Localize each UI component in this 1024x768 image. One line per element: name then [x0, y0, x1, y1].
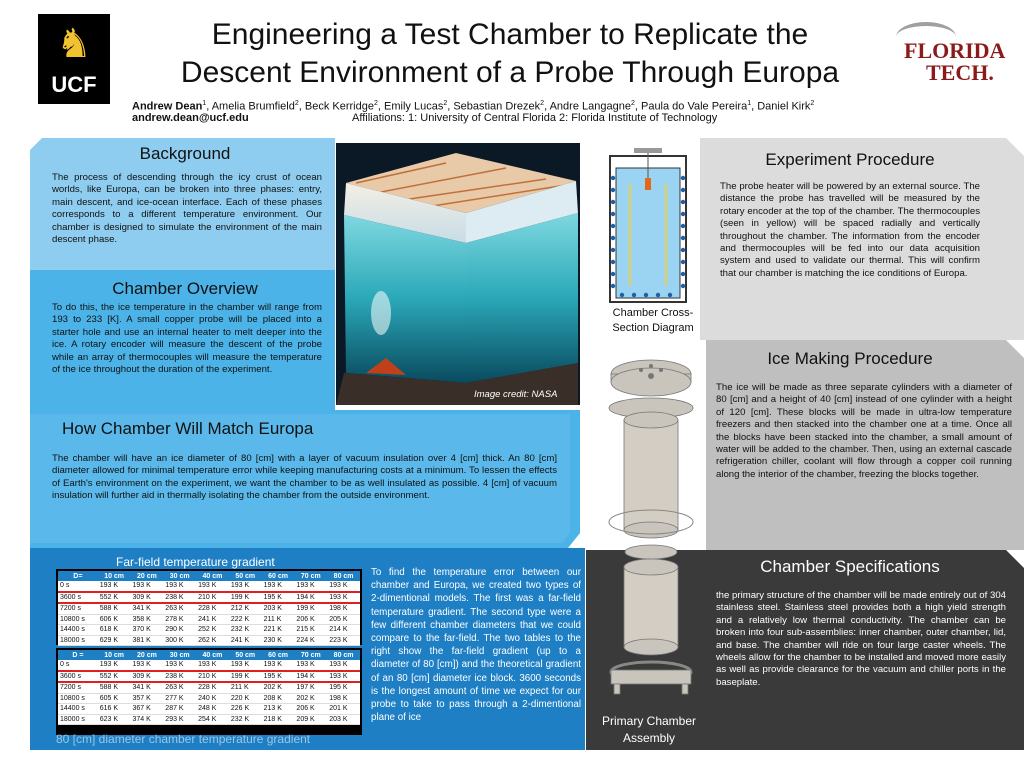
table-cell: 215 K [294, 625, 327, 636]
cross-section-diagram [602, 148, 694, 306]
chamber-overview-text: To do this, the ice temperature in the chamber will range from 193 to 233 [K]. A small copper probe will be placed into a starter hole and use an internal heater to melt deeper into the ice. A rotary encoder will measure the descent of the probe while an array of thermocouples will measure the temperature of the ice throughout the duration of the experiment. [52, 302, 322, 376]
table-cell: 278 K [163, 614, 196, 625]
table-cell: 199 K [229, 592, 262, 604]
table-cell: 374 K [131, 714, 164, 725]
table-cell: 193 K [196, 581, 229, 592]
author-affiliation: 2 [810, 100, 815, 107]
table-cell: 341 K [131, 603, 164, 614]
table-header-cell: 20 cm [131, 571, 164, 581]
table-cell: 0 s [58, 581, 98, 592]
table-header-cell: D = [58, 650, 98, 660]
table-cell: 263 K [163, 682, 196, 693]
table-row [58, 671, 360, 683]
table-cell: 193 K [229, 581, 262, 592]
table-cell: 222 K [229, 614, 262, 625]
table-cell: 241 K [196, 614, 229, 625]
table-cell: 14400 s [58, 625, 98, 636]
table-cell: 214 K [327, 625, 360, 636]
model-text: To find the temperature error between our chamber and Europa, we created two types of 2-dimentional models. The first was a far-field temperature gradient. The second type were a few different chamber diameters that we could compare to the far-field. The two tables to the right show the far-field gradient (up to a diameter of 80 [cm]) and the theoretical gradient of an 80 [cm] diameter ice block. 3600 seconds is the longest amount of time we expect for our probe to take to pass through a 2-dimentional plane of ice [371, 567, 581, 724]
icecyl-title: 80 [cm] diameter chamber temperature gradient [56, 732, 311, 746]
author-name: Sebastian Drezek [453, 100, 541, 113]
table-cell: 206 K [294, 614, 327, 625]
table-cell: 195 K [262, 671, 295, 683]
table-cell: 300 K [163, 635, 196, 646]
table-cell: 208 K [262, 693, 295, 704]
table-cell: 358 K [131, 614, 164, 625]
author-affiliation: 2 [443, 100, 448, 107]
table-cell: 588 K [98, 682, 131, 693]
table-cell: 193 K [327, 660, 360, 671]
table-row [58, 682, 360, 693]
table-header-cell: 60 cm [262, 650, 295, 660]
table-header-cell: 70 cm [294, 571, 327, 581]
chamber-assembly-drawing [596, 352, 706, 708]
table-cell: 367 K [131, 704, 164, 715]
table-header-cell: 80 cm [327, 571, 360, 581]
table-cell: 209 K [294, 714, 327, 725]
table-cell: 370 K [131, 625, 164, 636]
table-cell: 206 K [294, 704, 327, 715]
table-cell: 309 K [131, 592, 164, 604]
match-europa-text: The chamber will have an ice diameter of 80 [cm] with a layer of vacuum insulation over 4 [cm] thick. An 80 [cm] diameter allowed for minimal temperature error while keeping manufacturing costs at a minimum. To lessen the effects of Earth's environment on the experiment, we want the chamber to be as well insulated as possible. 4 [cm] of vacuum insulation will further aid in thermally isolating the chamber from the outside environment. [52, 453, 557, 502]
table-cell: 205 K [327, 614, 360, 625]
table-row [58, 693, 360, 704]
background-heading: Background [139, 144, 231, 163]
table-cell: 194 K [294, 671, 327, 683]
table-cell: 357 K [131, 693, 164, 704]
table-cell: 193 K [262, 581, 295, 592]
cross-section-caption: Chamber Cross-Section Diagram [612, 307, 694, 334]
chamber-overview-heading: Chamber Overview [112, 279, 258, 298]
affiliations: Affiliations: 1: University of Central Florida 2: Florida Institute of Technology [352, 112, 718, 124]
table-cell: 277 K [163, 693, 196, 704]
author-name: Andrew Dean [132, 100, 203, 113]
table-header-cell: 20 cm [131, 650, 164, 660]
author-list: Andrew Dean$^1$, Amelia Brumfield$^2$, Beck Kerridge$^2$, Emily Lucas$^2$, Sebastian Drezek$^2$, Andre Langagne$^2$, Paula do Vale Pereira$^1$, Daniel Kirk$^2$ [132, 100, 815, 113]
table-cell: 10800 s [58, 614, 98, 625]
table-cell: 254 K [196, 714, 229, 725]
table-row [58, 603, 360, 614]
author-affiliation: 2 [540, 100, 545, 107]
table-cell: 193 K [131, 581, 164, 592]
table-header-cell: 80 cm [327, 650, 360, 660]
icecyl-table [58, 650, 360, 725]
table-cell: 616 K [98, 704, 131, 715]
table-cell: 309 K [131, 671, 164, 683]
farfield-title: Far-field temperature gradient [116, 555, 275, 569]
table-cell: 238 K [163, 592, 196, 604]
table-header-cell: 10 cm [98, 650, 131, 660]
table-header-cell: 40 cm [196, 571, 229, 581]
table-cell: 220 K [229, 693, 262, 704]
ice-making-text: The ice will be made as three separate cylinders with a diameter of 80 [cm] and a height of 40 [cm] instead of one cylinder with a height of 120 [cm]. These blocks will be made in ultra-low temperature freezers and then stacked into the chamber one at a time. Once all the blocks have been stacked into the chamber, a small amount of water will be added to the chamber. Then, using an external cascade refrigeration chiller, coolant will flow through a copper coil running along the interior of the chamber, freezing the blocks together. [716, 382, 1012, 480]
florida-tech-line1: FLORIDA [904, 38, 1006, 63]
table-cell: 193 K [327, 581, 360, 592]
table-cell: 212 K [229, 603, 262, 614]
table-cell: 193 K [98, 660, 131, 671]
table-header-cell: 50 cm [229, 650, 262, 660]
contact-email[interactable]: andrew.dean@ucf.edu [132, 112, 249, 124]
table-cell: 193 K [98, 581, 131, 592]
table-cell: 10800 s [58, 693, 98, 704]
ucf-logo [38, 14, 110, 104]
table-cell: 193 K [163, 581, 196, 592]
experiment-text: The probe heater will be powered by an external source. The distance the probe has travelled will be measured by the rotary encoder at the top of the chamber. The thermocouples (seen in yellow) will be spaced radially and vertically throughout the chamber. The information from the encoder and thermocouples will be fed into our data acquisition system and used to validate our thermal. This will confirm that our chamber is matching the ice conditions of Europa. [720, 181, 980, 279]
background-text: The process of descending through the icy crust of ocean worlds, like Europa, can be broken into three phases: entry, main descent, and ice-ocean interface. Each of these phases corresponds to a different temperature environment. Our chamber is designed to simulate the environment of the main descent phase. [52, 172, 322, 246]
table-cell: 381 K [131, 635, 164, 646]
table-cell: 203 K [262, 603, 295, 614]
table-header-cell: 30 cm [163, 650, 196, 660]
table-cell: 224 K [294, 635, 327, 646]
table-cell: 197 K [294, 682, 327, 693]
table-cell: 223 K [327, 635, 360, 646]
author-affiliation: 2 [630, 100, 635, 107]
table-cell: 203 K [327, 714, 360, 725]
table-cell: 18000 s [58, 635, 98, 646]
table-cell: 248 K [196, 704, 229, 715]
table-cell: 193 K [131, 660, 164, 671]
match-europa-heading: How Chamber Will Match Europa [62, 419, 314, 438]
table-cell: 193 K [163, 660, 196, 671]
table-header-cell: 70 cm [294, 650, 327, 660]
table-cell: 202 K [294, 693, 327, 704]
table-cell: 341 K [131, 682, 164, 693]
ice-making-heading: Ice Making Procedure [767, 349, 933, 368]
table-cell: 3600 s [58, 592, 98, 604]
table-row [58, 625, 360, 636]
table-cell: 193 K [294, 660, 327, 671]
florida-tech-line2: TECH. [926, 60, 994, 85]
table-cell: 629 K [98, 635, 131, 646]
farfield-table [58, 571, 360, 646]
table-cell: 0 s [58, 660, 98, 671]
table-cell: 241 K [229, 635, 262, 646]
author-name: Beck Kerridge [304, 100, 374, 113]
table-header-cell: 10 cm [98, 571, 131, 581]
table-cell: 193 K [229, 660, 262, 671]
table-cell: 199 K [294, 603, 327, 614]
table-row [58, 614, 360, 625]
table-cell: 606 K [98, 614, 131, 625]
ucf-logo-text: UCF [51, 72, 97, 97]
author-affiliation: 1 [202, 100, 207, 107]
table-cell: 588 K [98, 603, 131, 614]
table-cell: 195 K [262, 592, 295, 604]
experiment-heading: Experiment Procedure [765, 150, 935, 169]
table-cell: 193 K [196, 660, 229, 671]
assembly-caption: Primary Chamber Assembly [601, 714, 697, 745]
table-cell: 210 K [196, 592, 229, 604]
table-cell: 232 K [229, 625, 262, 636]
table-cell: 230 K [262, 635, 295, 646]
table-cell: 263 K [163, 603, 196, 614]
table-cell: 228 K [196, 682, 229, 693]
author-name: Paula do Vale Pereira [640, 100, 748, 113]
table-cell: 193 K [327, 592, 360, 604]
title-line-2: Descent Environment of a Probe Through Europa [180, 56, 840, 89]
table-cell: 293 K [163, 714, 196, 725]
table-cell: 618 K [98, 625, 131, 636]
title-line-1: Engineering a Test Chamber to Replicate the [211, 18, 809, 51]
table-cell: 18000 s [58, 714, 98, 725]
florida-tech-logo [896, 18, 1016, 88]
table-cell: 211 K [229, 682, 262, 693]
pegasus-icon: ♞ [56, 22, 92, 66]
contact-row [132, 111, 892, 126]
table-cell: 193 K [294, 581, 327, 592]
table-cell: 199 K [229, 671, 262, 683]
table-cell: 221 K [262, 625, 295, 636]
table-header-cell: 30 cm [163, 571, 196, 581]
table-cell: 3600 s [58, 671, 98, 683]
table-cell: 287 K [163, 704, 196, 715]
table-cell: 193 K [327, 671, 360, 683]
table-cell: 226 K [229, 704, 262, 715]
table-cell: 213 K [262, 704, 295, 715]
table-cell: 7200 s [58, 603, 98, 614]
table-cell: 252 K [196, 625, 229, 636]
europa-cutaway-illustration [336, 143, 580, 405]
table-cell: 262 K [196, 635, 229, 646]
europa-image [336, 143, 580, 405]
table-cell: 201 K [327, 704, 360, 715]
table-row [58, 581, 360, 592]
table-header-cell: D= [58, 571, 98, 581]
table-cell: 238 K [163, 671, 196, 683]
author-name: Emily Lucas [384, 100, 444, 113]
table-row [58, 660, 360, 671]
table-cell: 211 K [262, 614, 295, 625]
table-cell: 195 K [327, 682, 360, 693]
table-cell: 552 K [98, 671, 131, 683]
specs-text: the primary structure of the chamber will be made entirely out of 304 stainless steel. Stainless steel provides both a high yield strength and a relatively low thermal conductivity. The chamber can be broken into four sub-assemblies: inner chamber, outer chamber, lid, and base. The chamber will ride on four large caster wheels. The wheels allow for the chamber to be installed and moved more easily as well as provide clearance for the vacuum and chiller ports in the baseplate. [716, 590, 1006, 688]
table-cell: 218 K [262, 714, 295, 725]
table-row [58, 592, 360, 604]
table-cell: 290 K [163, 625, 196, 636]
table-row [58, 635, 360, 646]
image-credit: Image credit: NASA [474, 389, 558, 400]
table-cell: 623 K [98, 714, 131, 725]
table-cell: 198 K [327, 693, 360, 704]
table-row [58, 704, 360, 715]
author-name: Andre Langagne [549, 100, 631, 113]
table-cell: 210 K [196, 671, 229, 683]
specs-heading: Chamber Specifications [760, 557, 940, 576]
table-cell: 193 K [262, 660, 295, 671]
table-cell: 7200 s [58, 682, 98, 693]
author-name: Daniel Kirk [757, 100, 811, 113]
table-row [58, 714, 360, 725]
poster-title [140, 16, 880, 92]
table-cell: 605 K [98, 693, 131, 704]
table-cell: 198 K [327, 603, 360, 614]
table-cell: 552 K [98, 592, 131, 604]
author-affiliation: 2 [294, 100, 299, 107]
table-cell: 228 K [196, 603, 229, 614]
table-header-cell: 40 cm [196, 650, 229, 660]
table-cell: 202 K [262, 682, 295, 693]
table-cell: 240 K [196, 693, 229, 704]
author-name: Amelia Brumfield [211, 100, 295, 113]
table-cell: 14400 s [58, 704, 98, 715]
table-header-cell: 50 cm [229, 571, 262, 581]
table-header-cell: 60 cm [262, 571, 295, 581]
author-affiliation: 2 [373, 100, 378, 107]
table-cell: 232 K [229, 714, 262, 725]
table-cell: 194 K [294, 592, 327, 604]
author-affiliation: 1 [747, 100, 752, 107]
